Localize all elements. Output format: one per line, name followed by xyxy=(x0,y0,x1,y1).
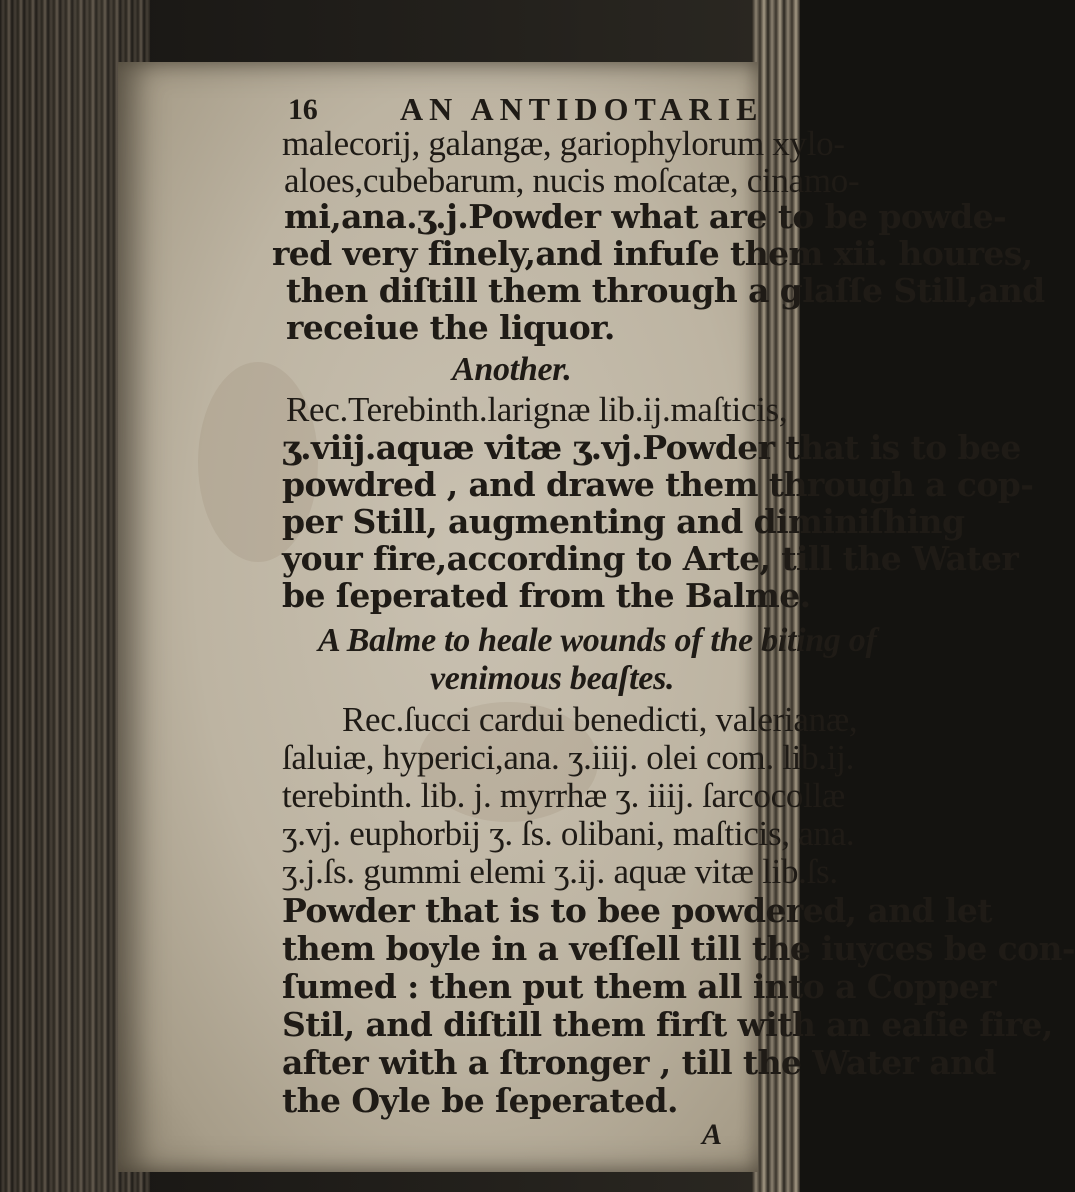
text-line: mi,ana.ʒ.j.Powder what are to be powde- xyxy=(284,197,1007,236)
text-line: powdred , and drawe them through a cop- xyxy=(282,465,1034,504)
section-heading-balme: A Balme to heale wounds of the biting of xyxy=(318,622,877,659)
text-line: receiue the liquor. xyxy=(286,308,615,347)
text-line: Rec.ſucci cardui benedicti, valerianæ, xyxy=(342,700,858,739)
text-line: ʒ.viij.aquæ vitæ ʒ.vj.Powder that is to bee xyxy=(282,428,1021,467)
text-line: ʒ.j.ſs. gummi elemi ʒ.ij. aquæ vitæ lib.ſs. xyxy=(282,852,838,891)
running-title: AN ANTIDOTARIE xyxy=(400,91,764,127)
text-line: Powder that is to bee powdered, and let xyxy=(282,891,992,930)
text-line: ſumed : then put them all into a Copper xyxy=(282,967,996,1006)
text-line: red very finely,and infuſe them xii. houres, xyxy=(272,234,1033,273)
text-line: malecorij, galangæ, gariophylorum xylo- xyxy=(282,124,845,163)
text-line: ſaluiæ, hyperici,ana. ʒ.iiij. olei com. lib.ij. xyxy=(282,738,855,777)
section-heading-another: Another. xyxy=(452,351,572,388)
text-line: be ſeperated from the Balme. xyxy=(282,576,811,615)
text-line: after with a ſtronger , till the Water and xyxy=(282,1043,996,1082)
text-line: your fire,according to Arte, till the Water xyxy=(282,539,1019,578)
text-line: aloes,cubebarum, nucis moſcatæ, cinamo- xyxy=(284,161,860,200)
section-heading-balme-cont: venimous beaſtes. xyxy=(430,660,675,697)
page-number: 16 xyxy=(288,93,318,126)
text-line: then diſtill them through a glaſſe Still,and xyxy=(286,271,1045,310)
text-line: Stil, and diſtill them firſt with an eaſie fire, xyxy=(282,1005,1053,1044)
text-line: them boyle in a veſſell till the iuyces be con- xyxy=(282,929,1075,968)
text-line: Rec.Terebinth.larignæ lib.ij.maſticis, xyxy=(286,390,788,429)
text-line: terebinth. lib. j. myrrhæ ʒ. iiij. ſarcocollæ xyxy=(282,776,845,815)
catchword: A xyxy=(702,1118,722,1151)
text-line: per Still, augmenting and diminiſhing xyxy=(282,502,965,541)
text-line: ʒ.vj. euphorbij ʒ. ſs. olibani, maſticis, ana. xyxy=(282,814,855,853)
text-line: the Oyle be ſeperated. xyxy=(282,1081,678,1120)
